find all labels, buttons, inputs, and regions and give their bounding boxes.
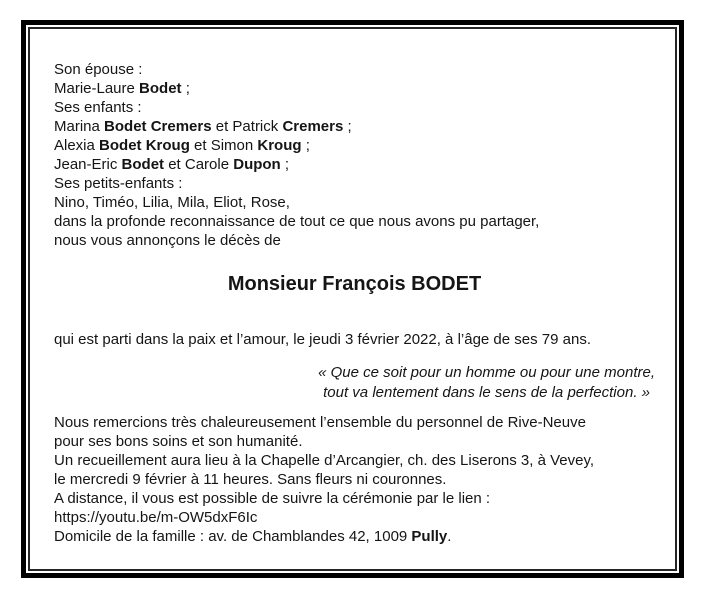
family-intro-lines (54, 60, 655, 250)
ceremony-info-lines (54, 413, 655, 546)
text-line: A distance, il vous est possible de suivre la cérémonie par le lien : (54, 490, 491, 507)
deceased-name: Monsieur François BODET (227, 273, 482, 295)
text-line: pour ses bons soins et son humanité. (54, 433, 303, 450)
death-details-line: qui est parti dans la paix et l’amour, le jeudi 3 février 2022, à l’âge de ses 79 ans. (54, 331, 591, 348)
text-line: Ses petits-enfants : (54, 175, 183, 192)
text-line: le mercredi 9 février à 11 heures. Sans fleurs ni couronnes. (54, 471, 447, 488)
quote-line-2: tout va lentement dans le sens de la perfection. » (323, 384, 650, 401)
announcement-frame (21, 20, 684, 578)
quote-line-1: « Que ce soit pour un homme ou pour une montre, (318, 364, 655, 381)
text-line: Son épouse : (54, 61, 143, 78)
text-line: Marie-Laure Bodet ; (54, 80, 190, 97)
text-line: Ses enfants : (54, 99, 142, 116)
text-line: Un recueillement aura lieu à la Chapelle d’Arcangier, ch. des Liserons 3, à Vevey, (54, 452, 595, 469)
text-line: https://youtu.be/m-OW5dxF6Ic (54, 509, 258, 526)
text-line: nous vous annonçons le décès de (54, 232, 281, 249)
text-line: Domicile de la famille : av. de Chamblandes 42, 1009 Pully. (54, 528, 452, 545)
memorial-quote (318, 363, 655, 403)
text-line: Alexia Bodet Kroug et Simon Kroug ; (54, 137, 310, 154)
text-line: Jean-Eric Bodet et Carole Dupon ; (54, 156, 290, 173)
text-line: dans la profonde reconnaissance de tout ce que nous avons pu partager, (54, 213, 540, 230)
text-line: Nous remercions très chaleureusement l’ensemble du personnel de Rive-Neuve (54, 414, 586, 431)
text-line: Marina Bodet Cremers et Patrick Cremers ; (54, 118, 352, 135)
announcement-inner-frame (28, 27, 677, 571)
announcement-content (30, 29, 675, 546)
text-line: Nino, Timéo, Lilia, Mila, Eliot, Rose, (54, 194, 290, 211)
